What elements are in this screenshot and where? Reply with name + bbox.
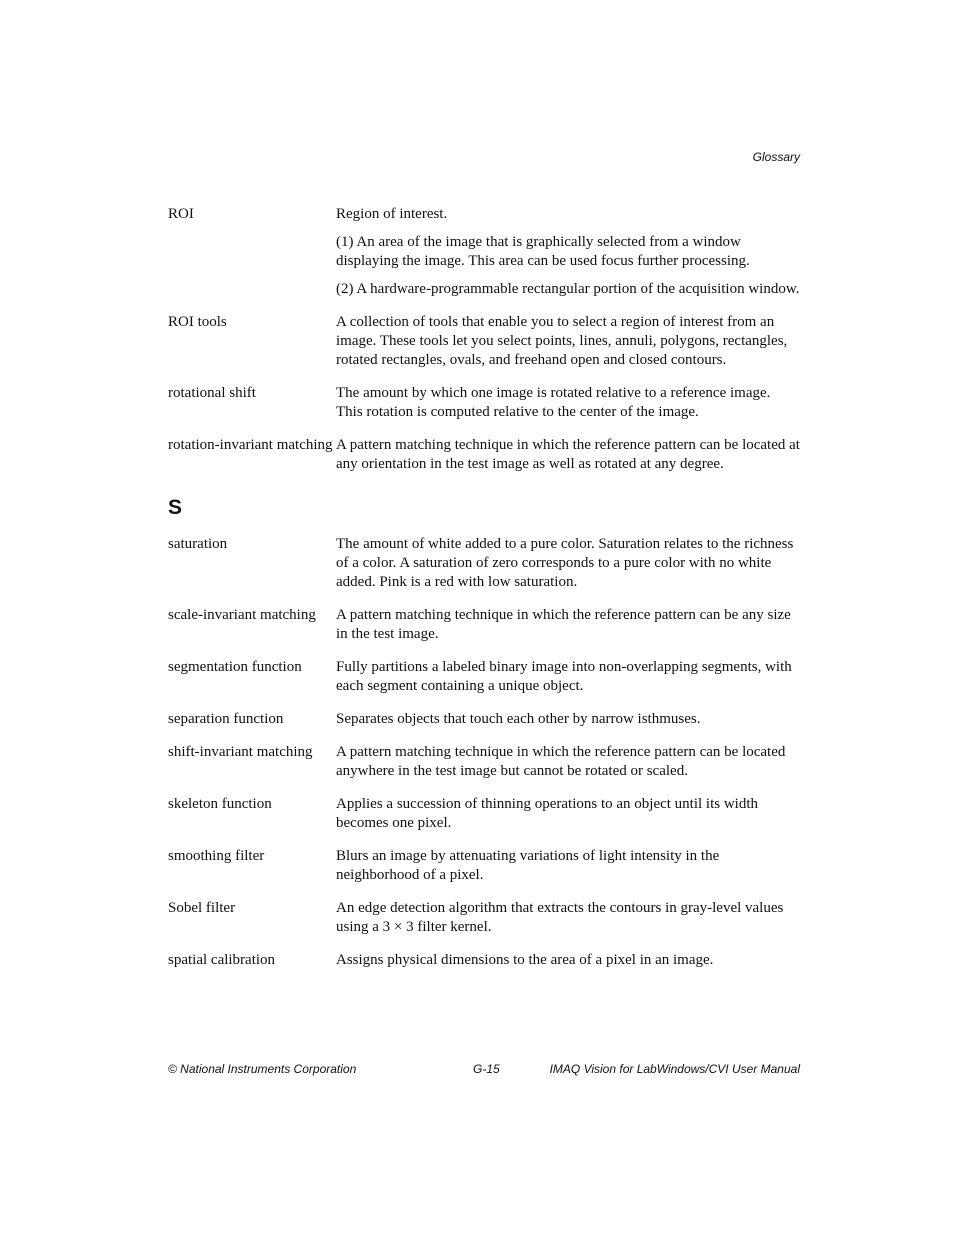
glossary-entry [168,313,800,370]
glossary-term: rotation-invariant matching [168,437,333,453]
glossary-definition: The amount of white added to a pure color. Saturation relates to the richness of a color. A saturation of zero corresponds to a pure color with no white added. Pink is a red with low saturation. [336,536,794,590]
glossary-list-s [168,535,800,970]
glossary-body [168,205,800,984]
glossary-definitions [336,743,800,781]
glossary-entry [168,951,800,970]
glossary-definition: Region of interest. [336,206,448,222]
footer-manual-title: IMAQ Vision for LabWindows/CVI User Manual [549,1062,800,1076]
glossary-entry [168,658,800,696]
glossary-term: separation function [168,711,284,727]
glossary-term: saturation [168,536,228,552]
glossary-definitions [336,710,800,729]
glossary-term: spatial calibration [168,952,276,968]
glossary-definition: An edge detection algorithm that extracts the contours in gray-level values using a 3 × 3 filter kernel. [336,900,784,935]
glossary-definition: A collection of tools that enable you to select a region of interest from an image. These tools let you select points, lines, annuli, polygons, rectangles, rotated rectangles, ovals, and freehand open and closed contours. [336,314,788,368]
footer-copyright: © National Instruments Corporation [168,1062,357,1076]
glossary-definition: Separates objects that touch each other by narrow isthmuses. [336,711,701,727]
glossary-term: scale-invariant matching [168,607,316,623]
glossary-definitions [336,606,800,644]
glossary-term: skeleton function [168,796,272,812]
glossary-definition: Blurs an image by attenuating variations of light intensity in the neighborhood of a pixel. [336,848,720,883]
glossary-definition: Fully partitions a labeled binary image into non-overlapping segments, with each segment containing a unique object. [336,659,792,694]
glossary-definitions [336,899,800,937]
glossary-definition: A pattern matching technique in which the reference pattern can be any size in the test image. [336,607,791,642]
glossary-entry [168,384,800,422]
glossary-entry [168,436,800,474]
glossary-term: ROI [168,206,194,222]
glossary-definitions [336,795,800,833]
glossary-entry [168,606,800,644]
glossary-definition: Assigns physical dimensions to the area of a pixel in an image. [336,952,714,968]
glossary-definitions [336,205,800,299]
glossary-definition: The amount by which one image is rotated relative to a reference image. This rotation is computed relative to the center of the image. [336,385,771,420]
glossary-definition: (2) A hardware-programmable rectangular portion of the acquisition window. [336,281,800,297]
glossary-entry [168,743,800,781]
section-heading-s: S [168,496,183,519]
glossary-list-r [168,205,800,474]
glossary-entry [168,847,800,885]
glossary-definition: (1) An area of the image that is graphically selected from a window displaying the image. This area can be used focus further processing. [336,234,750,269]
glossary-entry [168,535,800,592]
glossary-definitions [336,384,800,422]
glossary-definitions [336,658,800,696]
glossary-entry [168,205,800,299]
glossary-definitions [336,951,800,970]
glossary-term: Sobel filter [168,900,236,916]
glossary-entry [168,710,800,729]
glossary-term: shift-invariant matching [168,744,313,760]
glossary-definition: A pattern matching technique in which the reference pattern can be located at any orientation in the test image as well as rotated at any degree. [336,437,800,472]
glossary-entry [168,899,800,937]
glossary-definitions [336,313,800,370]
glossary-term: rotational shift [168,385,256,401]
glossary-term: ROI tools [168,314,227,330]
glossary-definitions [336,535,800,592]
glossary-definitions [336,436,800,474]
glossary-entry [168,795,800,833]
page-number: G-15 [473,1062,500,1076]
glossary-term: smoothing filter [168,848,265,864]
glossary-term: segmentation function [168,659,302,675]
glossary-definition: Applies a succession of thinning operations to an object until its width becomes one pixel. [336,796,759,831]
glossary-definitions [336,847,800,885]
glossary-definition: A pattern matching technique in which the reference pattern can be located anywhere in the test image but cannot be rotated or scaled. [336,744,786,779]
running-head: Glossary [752,150,800,164]
page-footer [168,1062,800,1078]
